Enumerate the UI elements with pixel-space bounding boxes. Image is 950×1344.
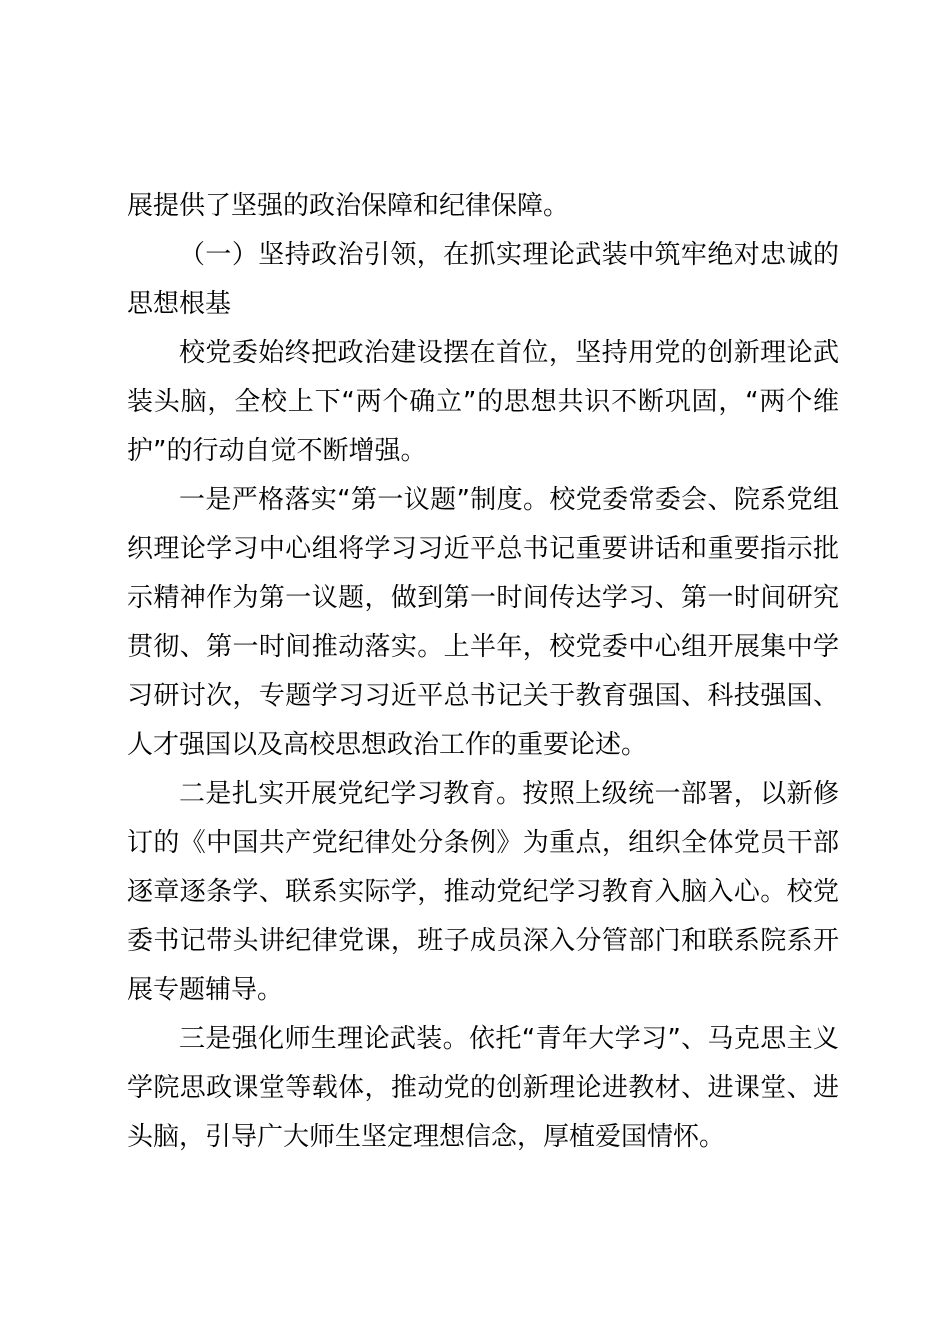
paragraph-point-one: 一是严格落实“第一议题”制度。校党委常委会、院系党组织理论学习中心组将学习习近平总书记重要讲话和重要指示批示精神作为第一议题，做到第一时间传达学习、第一时间研究贯彻、第一时间推动落实。上半年，校党委中心组开展集中学习研讨次，专题学习习近平总书记关于教育强国、科技强国、人才强国以及高校思想政治工作的重要论述。	[127, 485, 839, 760]
paragraph-point-three: 三是强化师生理论武装。依托“青年大学习”、马克思主义学院思政课堂等载体，推动党的创新理论进教材、进课堂、进头脑，引导广大师生坚定理想信念，厚植爱国情怀。	[127, 1024, 839, 1152]
document-body	[127, 182, 839, 1162]
paragraph-continuation: 展提供了坚强的政治保障和纪律保障。	[127, 191, 570, 221]
paragraph-intro: 校党委始终把政治建设摆在首位，坚持用党的创新理论武装头脑，全校上下“两个确立”的思想共识不断巩固，“两个维护”的行动自觉不断增强。	[127, 338, 839, 466]
section-heading: （一）坚持政治引领，在抓实理论武装中筑牢绝对忠诚的思想根基	[127, 240, 839, 319]
paragraph-point-two: 二是扎实开展党纪学习教育。按照上级统一部署，以新修订的《中国共产党纪律处分条例》为重点，组织全体党员干部逐章逐条学、联系实际学，推动党纪学习教育入脑入心。校党委书记带头讲纪律党课，班子成员深入分管部门和联系院系开展专题辅导。	[127, 779, 839, 1005]
